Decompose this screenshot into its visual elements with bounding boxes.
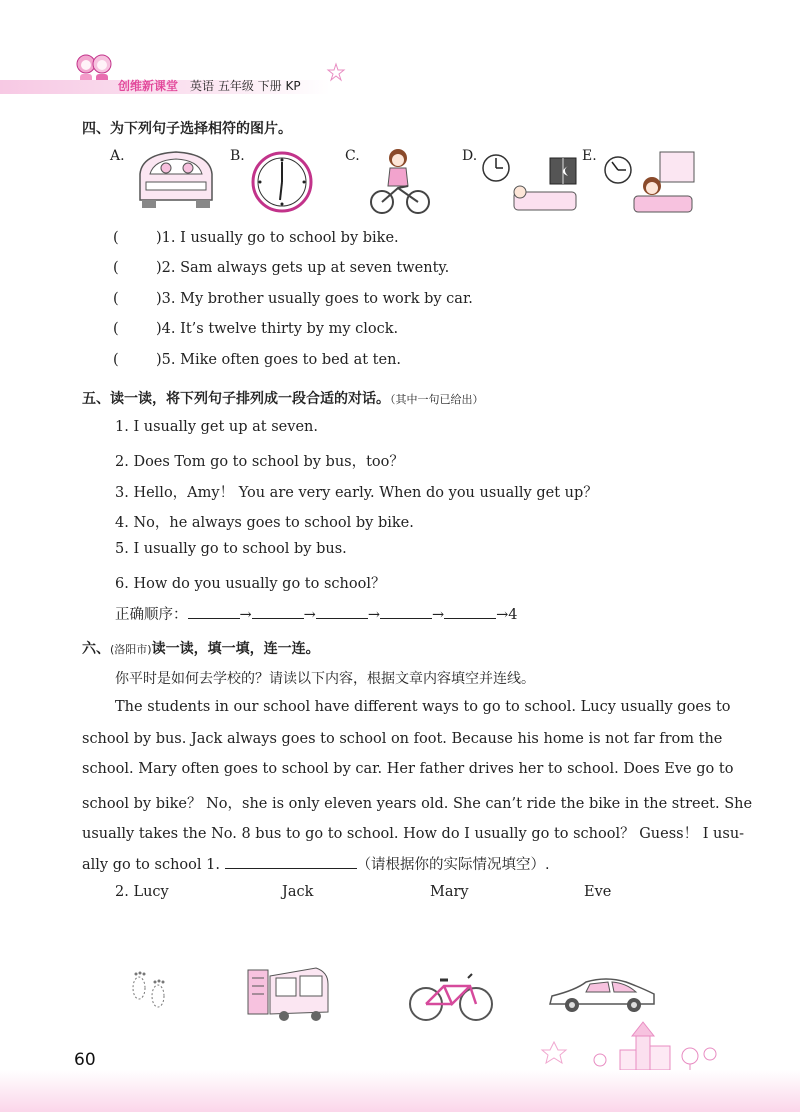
last-line-suffix: （请根据你的实际情况填空）. [356,857,550,873]
option-b-label: B. [230,148,245,164]
section6-title-text: 读一读，填一填，连一连。 [151,641,320,657]
s4-paren-5: ( [113,352,119,368]
sleeping-at-night-icon [478,148,582,218]
s5-sentence-3: 3. Hello，Amy！ You are very early. When do you usually get up？ [115,485,598,501]
s4-sentence-2: )2. Sam always gets up at seven twenty. [156,260,450,276]
paragraph-line-4: school by bike？ No，she is only eleven years old. She can’t ride the bike in the street. She [82,796,753,812]
option-d-label: D. [462,148,478,164]
order-blank-4[interactable] [380,604,432,619]
s4-paren-2: ( [113,260,119,276]
section6-prefix: 六、 [82,641,110,657]
bus-picture-icon [246,964,330,1024]
section6-tag: (洛阳市) [110,643,152,656]
order-blank-3[interactable] [316,604,368,619]
s4-paren-4: ( [113,321,119,337]
option-e-label: E. [582,148,597,164]
s4-paren-1: ( [113,230,119,246]
s4-sentence-3: )3. My brother usually goes to work by car. [156,291,473,307]
order-arrow-3: → [367,607,380,623]
car-picture-icon [132,146,220,212]
section6-question: 你平时是如何去学校的？请读以下内容，根据文章内容填空并连线。 [115,671,535,687]
order-answer-row [115,603,518,624]
castle-decoration-icon [540,1020,740,1070]
brand-title: 创维新课堂 [118,79,179,93]
last-line-prefix: ally go to school 1. [82,857,220,873]
s5-sentence-5: 5. I usually go to school by bus. [115,541,347,557]
s4-sentence-4: )4. It’s twelve thirty by my clock. [156,321,399,337]
girl-on-bike-icon [368,146,434,216]
footer-band [0,1070,800,1112]
order-blank-5[interactable] [444,604,496,619]
section4-title: 四、为下列句子选择相符的图片。 [82,121,292,137]
paragraph-line-1: The students in our school have different ways to go to school. Lucy usually goes to [115,699,731,715]
name-mary: Mary [430,884,469,900]
s5-sentence-6: 6. How do you usually go to school？ [115,576,386,592]
s5-sentence-4: 4. No，he always goes to school by bike. [115,515,414,531]
section6-title [82,638,320,658]
order-arrow-5: → [496,607,509,623]
section5-title [82,388,484,408]
paragraph-line-3: school. Mary often goes to school by car. Her father drives her to school. Does Eve go to [82,761,734,777]
name-lucy: 2. Lucy [115,884,169,900]
s4-sentence-1: )1. I usually go to school by bike. [156,230,399,246]
page-number: 60 [74,1050,96,1070]
name-eve: Eve [584,884,612,900]
clock-picture-icon [250,150,314,214]
s5-sentence-1: 1. I usually get up at seven. [115,419,318,435]
paragraph-line-5: usually takes the No. 8 bus to go to school. How do I usually go to school？ Guess！ I usu- [82,826,745,842]
order-arrow-4: → [431,607,445,623]
bicycle-picture-icon [408,966,494,1024]
name-jack: Jack [282,884,314,900]
order-label: 正确顺序： [115,607,188,623]
option-c-label: C. [345,148,360,164]
subject-label: 英语 五年级 下册 KP [190,79,301,93]
paragraph-line-2: school by bus. Jack always goes to school on foot. Because his home is not far from the [82,731,723,747]
footprints-icon [128,966,170,1016]
answer-blank[interactable] [225,854,357,869]
car-side-icon [546,974,658,1016]
section5-note: （其中一句已给出） [390,393,484,406]
section5-title-text: 五、读一读，将下列句子排列成一段合适的对话。 [82,391,390,407]
order-blank-2[interactable] [252,604,304,619]
option-a-label: A. [110,148,125,164]
order-arrow-1: → [239,607,252,623]
order-arrow-2: → [303,607,316,623]
s4-sentence-5: )5. Mike often goes to bed at ten. [156,352,402,368]
s4-paren-3: ( [113,291,119,307]
paragraph-line-6 [82,853,550,874]
boy-waking-icon [598,148,698,216]
order-given-value: 4 [508,607,518,623]
star-decoration-icon [326,62,346,82]
order-blank-1[interactable] [188,604,240,619]
s5-sentence-2: 2. Does Tom go to school by bus，too？ [115,454,404,470]
